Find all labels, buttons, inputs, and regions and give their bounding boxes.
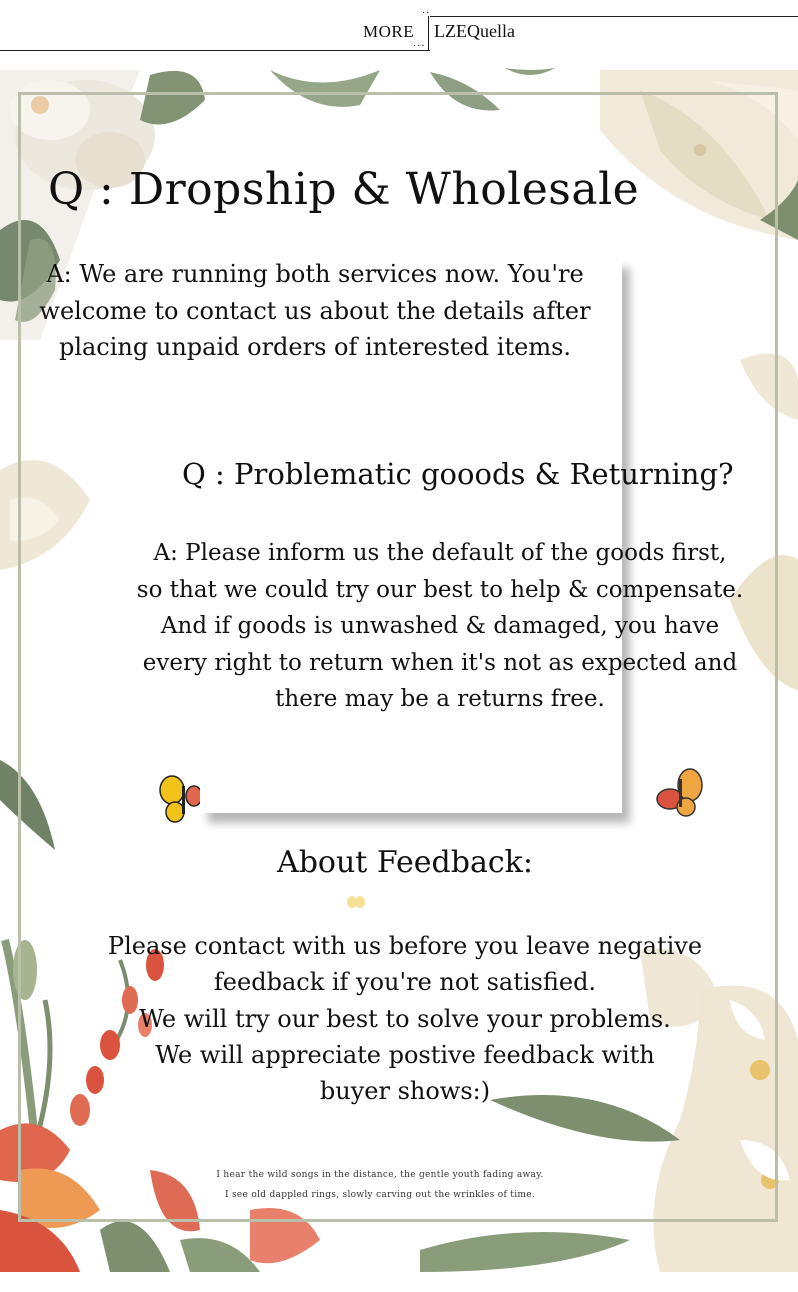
feedback-title: About Feedback: <box>277 845 533 880</box>
poem-line: I hear the wild songs in the distance, the gentle youth fading away. <box>216 1170 544 1180</box>
brand-name: LZEQuella <box>434 21 515 41</box>
dots-decoration-icon: ··· <box>413 41 426 52</box>
answer-line: A: Please inform us the default of the goods first, <box>153 540 727 566</box>
feedback-line: We will try our best to solve your problems. <box>139 1004 671 1033</box>
answer-line: A: We are running both services now. You're <box>46 260 584 288</box>
answer-line: And if goods is unwashed & damaged, you have <box>160 613 720 639</box>
dropship-answer <box>20 256 610 366</box>
answer-line: every right to return when it's not as expected and <box>142 649 738 676</box>
feedback-text <box>60 928 750 1109</box>
feedback-line: buyer shows:) <box>319 1077 491 1106</box>
header-divider-vertical <box>428 16 429 50</box>
answer-line: there may be a returns free. <box>275 686 605 712</box>
poem-line: I see old dappled rings, slowly carving out the wrinkles of time. <box>225 1190 535 1200</box>
feedback-line: Please contact with us before you leave negative <box>107 932 703 960</box>
dots-decoration-icon: ·· <box>422 8 431 19</box>
header-divider-right <box>430 16 798 17</box>
answer-line: welcome to contact us about the details after <box>39 296 591 325</box>
header-divider-left <box>0 50 430 51</box>
feedback-line: We will appreciate postive feedback with <box>155 1040 655 1069</box>
answer-line: so that we could try our best to help & compensate. <box>136 576 744 603</box>
dropship-question: Q : Dropship & Wholesale <box>48 164 640 215</box>
poem <box>180 1165 580 1205</box>
answer-line: placing unpaid orders of interested items. <box>58 333 572 361</box>
leaf-illustration <box>505 68 555 75</box>
feedback-line: feedback if you're not satisfied. <box>213 968 597 997</box>
returning-question: Q : Problematic gooods & Returning? <box>182 457 734 491</box>
returning-answer <box>110 535 770 718</box>
more-link[interactable]: MORE <box>363 22 415 41</box>
